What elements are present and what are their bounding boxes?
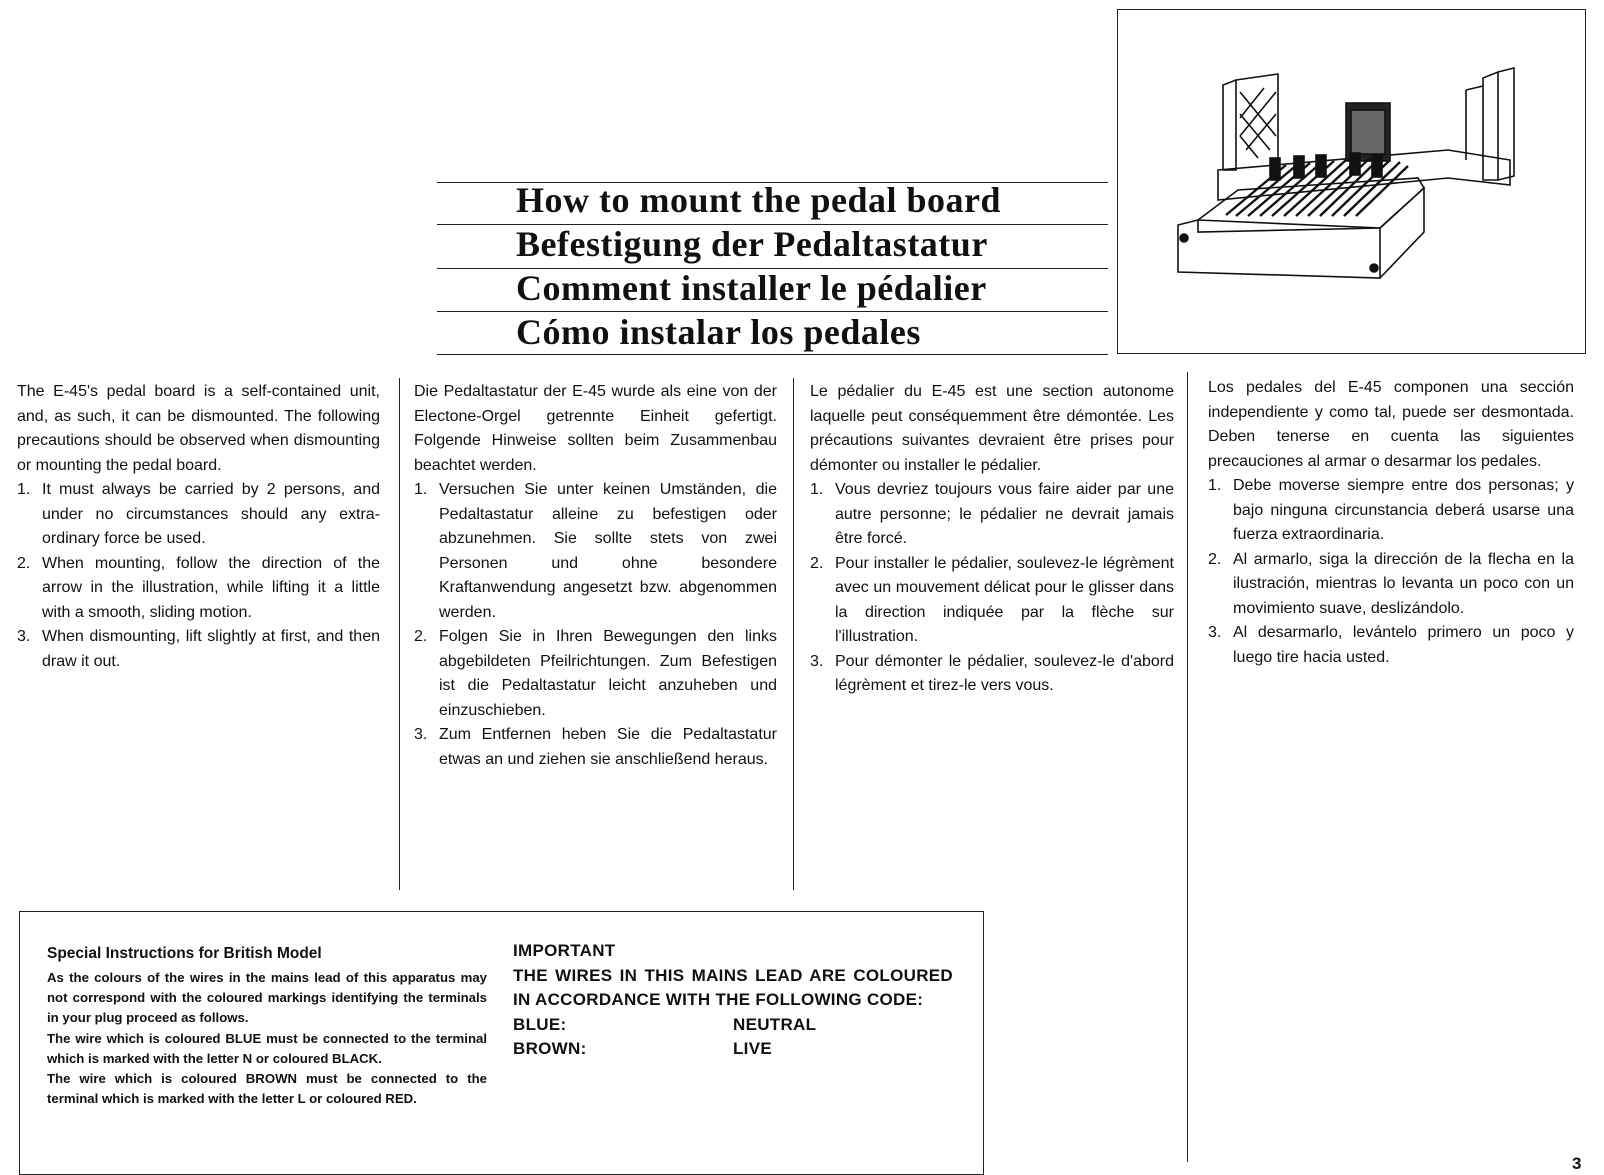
german-item-1-number: 1. [414,481,428,498]
spanish-item-2-number: 2. [1208,550,1222,568]
british-paragraph-3: The wire which is coloured BROWN must be connected to the terminal which is marked with the letter L or coloured RED. [47,1071,487,1107]
title-english: How to mount the pedal board [516,180,1002,220]
english-intro: The E-45's pedal board is a self-contained unit, and, as such, it can be dismounted. The following precautions should be observed when dismounting or mounting the pedal board. [17,383,380,474]
english-item-2-number: 2. [17,554,31,572]
title-german: Befestigung der Pedaltastatur [516,224,988,264]
french-column [810,380,1174,699]
important-notice [513,939,953,1062]
french-item-2-number: 2. [810,554,824,572]
french-item-2-text: Pour installer le pédalier, soulevez-le légrèment avec un mouvement délicat pour le glisser dans la direction indiquée par la flèche sur l'illustration. [835,554,1174,645]
spanish-list [1208,474,1574,670]
french-item-3 [810,650,1174,699]
british-paragraph-2: The wire which is coloured BLUE must be connected to the terminal which is marked with the letter N or coloured BLACK. [47,1030,487,1066]
wire-meaning-live: LIVE [733,1039,772,1058]
wire-meaning-neutral: NEUTRAL [733,1014,817,1034]
organ-pedal-drawing [1118,10,1587,355]
french-list [810,478,1174,699]
english-column [17,380,380,674]
german-item-3-number: 3. [414,726,428,743]
title-french: Comment installer le pédalier [516,268,987,308]
spanish-item-2 [1208,548,1574,622]
spanish-item-3-text: Al desarmarlo, levántelo primero un poco y luego tire hacia usted. [1233,624,1574,666]
page-number: 3 [1572,1154,1582,1173]
german-intro: Die Pedaltastatur der E-45 wurde als eine von der Electone-Orgel getrennte Einheit gefertigt. Folgende Hinweise sollten beim Zusammenbau beachtet werden. [414,383,777,474]
french-item-2 [810,552,1174,650]
french-intro: Le pédalier du E-45 est une section autonome laquelle peut conséquemment être démontée. Les précautions suivantes devraient être prises pour démonter ou installer le pédalier. [810,383,1174,474]
british-paragraph-1: As the colours of the wires in the mains lead of this apparatus may not correspond with the coloured markings identifying the terminals in your plug proceed as follows. [47,970,487,1026]
spanish-intro: Los pedales del E-45 componen una sección independiente y como tal, puede ser desmontada. Deben tenerse en cuenta las siguientes precauciones al armar o desarmar los pedales. [1208,379,1574,470]
important-label: IMPORTANT [513,941,616,960]
english-item-1-number: 1. [17,481,31,498]
wire-code-brown [513,1037,953,1062]
french-item-1-text: Vous devriez toujours vous faire aider par une autre personne; le pédalier ne devrait jamais être forcé. [835,481,1174,547]
column-divider-1 [399,378,400,890]
english-list [17,478,380,674]
german-item-1 [414,478,777,625]
english-item-2 [17,552,380,626]
british-model-box [19,911,984,1175]
english-item-2-text: When mounting, follow the direction of the arrow in the illustration, while lifting it a little with a smooth, sliding motion. [42,554,380,621]
title-rule-bottom [437,354,1108,355]
german-item-3 [414,723,777,772]
german-item-1-text: Versuchen Sie unter keinen Umständen, die Pedaltastatur alleine zu befestigen oder abzunehmen. Sie sollte stets von zwei Personen und ohne besondere Kraftanwendung angesetzt bzw. abgenommen werden. [439,481,777,621]
wire-colour-brown: BROWN: [513,1039,587,1058]
german-column [414,380,777,772]
important-text: THE WIRES IN THIS MAINS LEAD ARE COLOURED IN ACCORDANCE WITH THE FOLLOWING CODE: [513,965,953,1009]
spanish-item-3 [1208,621,1574,670]
spanish-item-3-number: 3. [1208,624,1222,641]
spanish-item-1-number: 1. [1208,477,1222,494]
english-item-1-text: It must always be carried by 2 persons, and under no circumstances should any extra-ordinary force be used. [42,481,380,547]
german-item-2 [414,625,777,723]
wire-colour-blue: BLUE: [513,1014,567,1034]
german-item-2-text: Folgen Sie in Ihren Bewegungen den links abgebildeten Pfeilrichtungen. Zum Befestigen ist die Pedaltastatur leicht anzuheben und einzuschieben. [439,628,777,719]
title-spanish: Cómo instalar los pedales [516,312,921,352]
column-divider-3 [1187,372,1188,1162]
spanish-item-1 [1208,474,1574,548]
wire-code-blue [513,1013,953,1038]
english-item-3 [17,625,380,674]
spanish-column [1208,376,1574,670]
spanish-item-2-text: Al armarlo, siga la dirección de la flecha en la ilustración, mientras lo levanta un poco con un movimiento suave, deslizándolo. [1233,550,1574,617]
french-item-3-text: Pour démonter le pédalier, soulevez-le d'abord légrèment et tirez-le vers vous. [835,652,1174,694]
english-item-3-number: 3. [17,628,31,645]
french-item-3-number: 3. [810,652,824,670]
spanish-item-1-text: Debe moverse siempre entre dos personas; y bajo ninguna circunstancia deberá usarse una fuerza extraordinaria. [1233,477,1574,543]
pedal-board-illustration [1117,9,1586,354]
english-item-3-text: When dismounting, lift slightly at first, and then draw it out. [42,628,380,670]
column-divider-2 [793,378,794,890]
german-list [414,478,777,772]
german-item-3-text: Zum Entfernen heben Sie die Pedaltastatur etwas an und ziehen sie anschließend heraus. [439,726,777,768]
british-heading: Special Instructions for British Model [47,945,322,962]
british-instructions [47,945,487,1109]
german-item-2-number: 2. [414,628,428,645]
english-item-1 [17,478,380,552]
french-item-1-number: 1. [810,481,824,498]
french-item-1 [810,478,1174,552]
